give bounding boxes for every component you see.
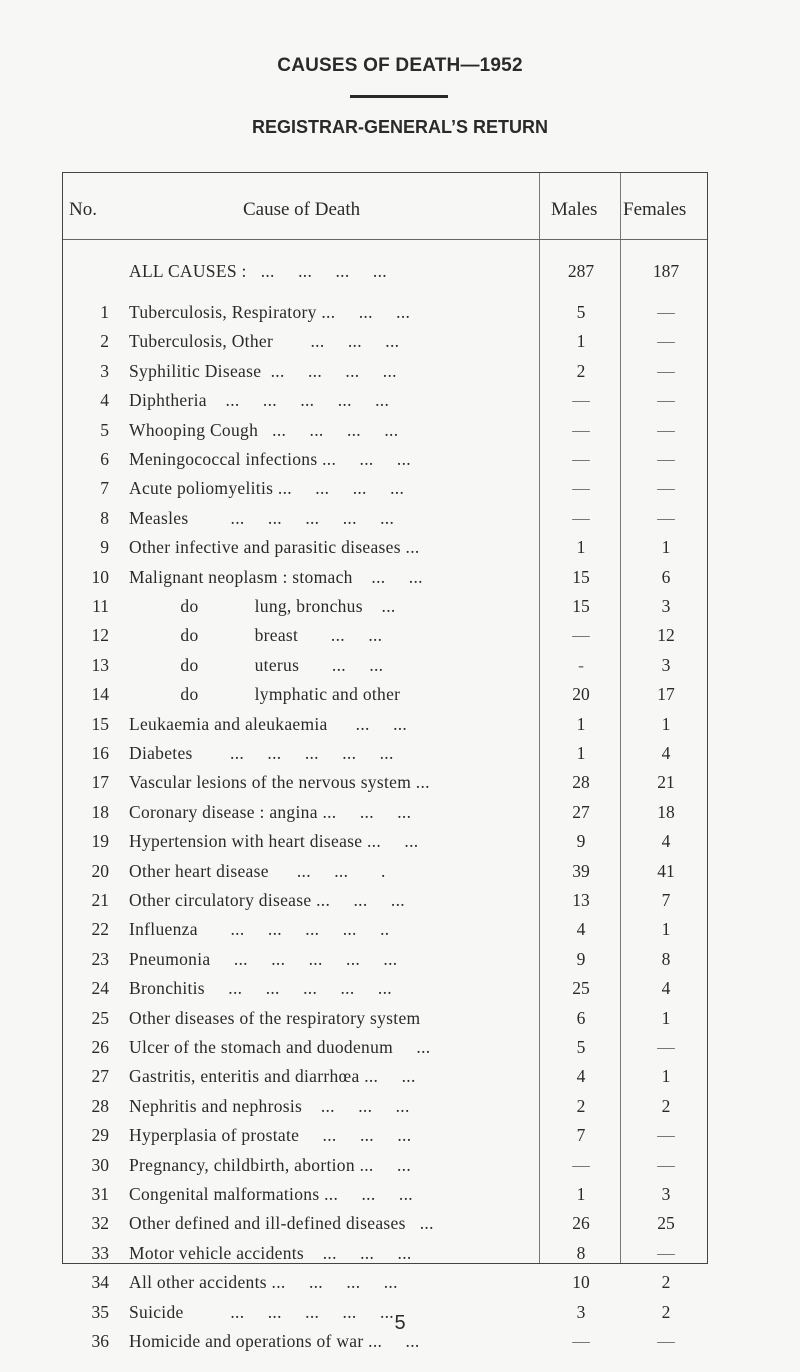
row-males: — [572,507,590,528]
table-row [63,831,707,857]
causes-of-death-table [62,172,708,1351]
row-number: 27 [91,1066,109,1087]
row-cause: do lymphatic and other [129,684,401,705]
row-number: 21 [91,890,109,910]
row-cause: Bronchitis ... ... ... ... ... [129,978,392,999]
table-row [63,567,707,593]
row-females: — [657,1154,675,1175]
row-males: 5 [576,302,586,322]
row-cause: Acute poliomyelitis ... ... ... ... [129,478,405,499]
row-males: — [572,1154,590,1175]
row-cause: Congenital malformations ... ... ... [129,1184,413,1204]
row-number: 31 [91,1184,109,1204]
row-cause: Pneumonia ... ... ... ... ... [129,948,398,969]
table-row [63,1008,707,1034]
row-females: — [657,302,675,322]
table-row [63,478,707,504]
row-females: 4 [661,831,671,852]
table-row [63,1066,707,1092]
row-males: 3 [576,1301,586,1322]
row-number: 30 [91,1154,109,1175]
row-males: 13 [572,890,590,910]
row-cause: Gastritis, enteritis and diarrhœa ... ... [129,1066,416,1087]
header-cause: Cause of Death [243,199,361,220]
row-males: 8 [576,1242,586,1263]
row-cause: Nephritis and nephrosis ... ... ... [129,1095,410,1116]
row-number: 32 [91,1213,109,1234]
row-cause: Suicide ... ... ... ... ... [129,1301,394,1322]
page-title: CAUSES OF DEATH—1952 [277,55,523,76]
row-number: 6 [100,449,109,469]
table-row [63,331,707,357]
row-number: 33 [91,1242,109,1263]
row-males: 6 [576,1007,586,1028]
row-number: 9 [100,537,109,558]
row-cause: do lung, bronchus ... [129,596,396,616]
row-females: — [657,390,675,411]
table-row [63,449,707,475]
row-females: 3 [661,596,671,616]
table-row [63,1213,707,1239]
row-males: 1 [576,713,586,734]
row-males: 4 [576,1066,586,1087]
row-cause: Leukaemia and aleukaemia ... ... [129,713,408,734]
row-females: — [657,1125,675,1146]
table-row [63,772,707,798]
row-females: — [657,360,675,381]
row-males: 1 [576,537,586,558]
row-number: 1 [100,302,109,322]
table-row [63,802,707,828]
table-header [63,173,707,240]
row-females: — [657,478,675,499]
row-females: 2 [661,1301,671,1322]
row-females: 12 [657,625,675,646]
row-number: 4 [100,390,109,411]
row-males: 1 [576,331,586,352]
row-number: 11 [92,596,109,616]
table-row [63,420,707,446]
row-cause: Vascular lesions of the nervous system ... [129,772,430,793]
row-males: 25 [572,978,590,999]
row-females: — [657,419,675,440]
table-row [63,684,707,710]
title-underline [350,95,448,98]
row-males: — [572,419,590,440]
row-cause: Influenza ... ... ... ... .. [129,919,390,940]
row-cause: Syphilitic Disease ... ... ... ... [129,360,397,381]
row-number: 17 [91,772,109,793]
row-males: 26 [572,1213,590,1234]
table-row [63,714,707,740]
row-males: 5 [576,1037,586,1057]
row-number: 16 [91,743,109,763]
row-males: — [572,449,590,469]
row-cause: Other diseases of the respiratory system [129,1007,421,1028]
row-females: 3 [661,654,671,675]
row-females: 2 [661,1095,671,1116]
row-number: 23 [91,948,109,969]
row-number: 36 [91,1331,109,1351]
row-females: 1 [661,919,671,940]
row-females: — [657,1242,675,1263]
row-females: 25 [657,1213,675,1234]
row-number: 35 [91,1301,109,1322]
row-males: 2 [576,1095,586,1116]
row-males: 20 [572,684,590,705]
row-males: 2 [576,360,586,381]
header-females: Females [623,199,687,220]
row-number: 5 [100,419,109,440]
row-males: 1 [576,1184,586,1204]
row-males: — [572,1331,590,1351]
table-row [63,890,707,916]
row-cause: Other heart disease ... ... . [129,860,386,881]
row-males: 15 [572,596,590,616]
row-cause: Other circulatory disease ... ... ... [129,890,405,910]
row-number: 25 [91,1007,109,1028]
row-number: 15 [91,713,109,734]
row-number: 18 [91,801,109,822]
row-females: 17 [657,684,675,705]
header-males: Males [551,199,598,220]
row-cause: Meningococcal infections ... ... ... [129,449,411,469]
row-cause: Other infective and parasitic diseases ... [129,537,420,558]
table-row [63,1155,707,1181]
row-cause: ALL CAUSES : ... ... ... ... [129,261,387,281]
row-number: 20 [91,860,109,881]
row-number: 12 [91,625,109,646]
row-cause: Other defined and ill-defined diseases ... [129,1213,434,1234]
row-females: — [657,507,675,528]
page-number: 5 [394,1312,406,1334]
row-cause: All other accidents ... ... ... ... [129,1272,398,1293]
row-cause: Coronary disease : angina ... ... ... [129,801,412,822]
row-females: 4 [661,978,671,999]
table-row [63,978,707,1004]
row-males: 15 [572,566,590,587]
row-cause: Pregnancy, childbirth, abortion ... ... [129,1154,411,1175]
row-number: 7 [100,478,109,499]
row-females: 18 [657,801,675,822]
row-females: 41 [657,860,675,881]
row-cause: Homicide and operations of war ... ... [129,1331,420,1351]
table-row [63,625,707,651]
row-females: 1 [661,1066,671,1087]
row-males: 10 [572,1272,590,1293]
row-males: 1 [576,743,586,763]
row-cause: do breast ... ... [129,625,383,646]
row-number: 19 [91,831,109,852]
row-females: 4 [661,743,671,763]
row-females: 187 [652,261,680,281]
row-cause: Tuberculosis, Other ... ... ... [129,331,400,352]
row-females: 1 [661,1007,671,1028]
row-number: 8 [100,507,109,528]
row-number: 26 [91,1037,109,1057]
table-row [63,361,707,387]
row-females: 6 [661,566,671,587]
row-males: 287 [567,261,595,281]
row-males: 39 [572,860,590,881]
table-row [63,861,707,887]
row-cause: Measles ... ... ... ... ... [129,507,395,528]
row-number: 2 [100,331,109,352]
row-females: — [657,331,675,352]
row-number: 28 [91,1095,109,1116]
page-subtitle: REGISTRAR-GENERAL’S RETURN [251,117,548,137]
table-row [63,743,707,769]
row-number: 10 [91,566,109,587]
table-row [63,655,707,681]
row-cause: Hypertension with heart disease ... ... [129,831,419,852]
table-row [63,390,707,416]
table-row [63,949,707,975]
row-females: — [657,1037,675,1057]
row-females: 8 [661,948,671,969]
table-row [63,1243,707,1269]
row-number: 13 [91,654,109,675]
row-females: 1 [661,537,671,558]
row-cause: do uterus ... ... [129,654,384,675]
row-cause: Diphtheria ... ... ... ... ... [129,390,390,411]
row-cause: Tuberculosis, Respiratory ... ... ... [129,302,411,322]
table-row [63,1125,707,1151]
row-males: - [578,654,584,675]
header-no: No. [69,199,97,220]
row-cause: Diabetes ... ... ... ... ... [129,743,394,763]
row-females: — [657,1331,675,1351]
table-row [63,1037,707,1063]
table-row [63,1272,707,1298]
row-cause: Ulcer of the stomach and duodenum ... [129,1037,431,1057]
table-row [63,1096,707,1122]
row-males: 28 [572,772,590,793]
table-row [63,302,707,328]
row-females: 3 [661,1184,671,1204]
row-males: 9 [576,831,586,852]
table-row [63,596,707,622]
table-row [63,1184,707,1210]
row-males: 4 [576,919,586,940]
row-cause: Hyperplasia of prostate ... ... ... [129,1125,412,1146]
row-males: — [572,478,590,499]
row-females: 21 [657,772,675,793]
row-cause: Whooping Cough ... ... ... ... [129,419,399,440]
row-females: 2 [661,1272,671,1293]
row-males: — [572,390,590,411]
row-number: 3 [100,360,109,381]
table-row [63,537,707,563]
row-males: 9 [576,948,586,969]
row-females: — [657,449,675,469]
row-cause: Motor vehicle accidents ... ... ... [129,1242,412,1263]
row-number: 34 [91,1272,109,1293]
row-number: 14 [91,684,109,705]
row-males: 27 [572,801,590,822]
row-males: 7 [576,1125,586,1146]
row-number: 29 [91,1125,109,1146]
row-females: 1 [661,713,671,734]
row-males: — [572,625,590,646]
row-number: 22 [91,919,109,940]
table-row [63,919,707,945]
table-row [63,508,707,534]
total-row [63,261,707,287]
row-cause: Malignant neoplasm : stomach ... ... [129,566,423,587]
row-females: 7 [661,890,671,910]
row-number: 24 [91,978,109,999]
